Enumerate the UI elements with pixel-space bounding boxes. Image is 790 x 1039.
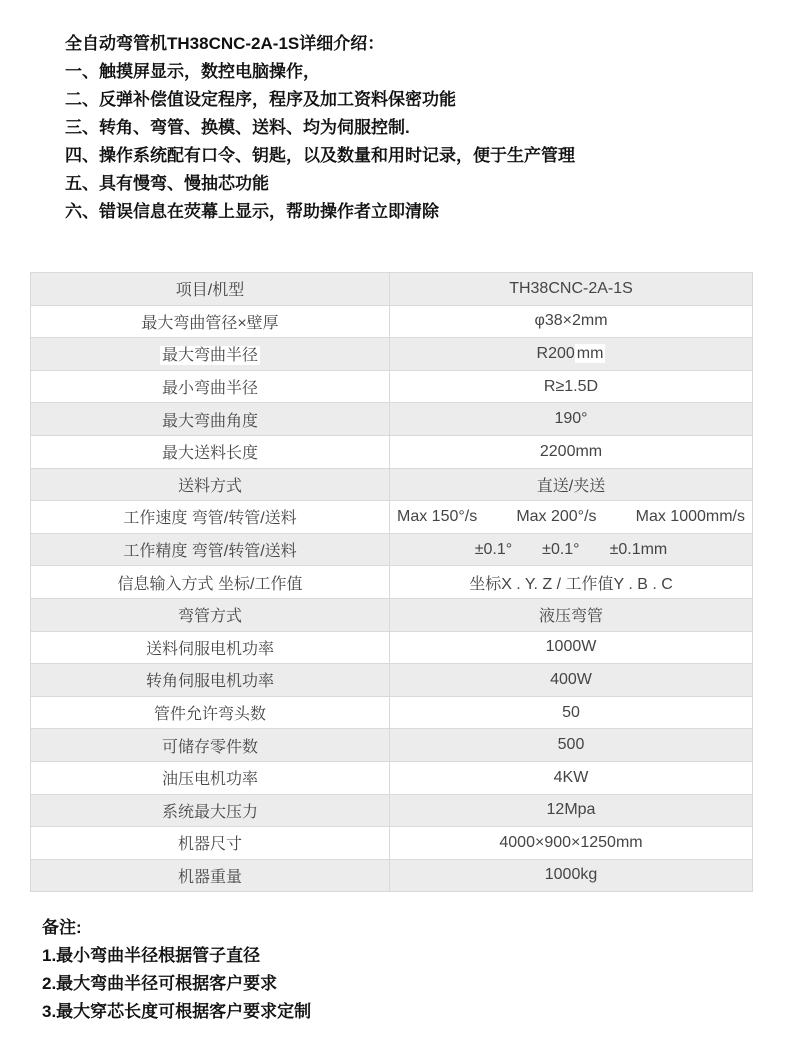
notes-section [42, 914, 752, 1026]
note-item: 2.最大弯曲半径可根据客户要求 [42, 974, 278, 993]
spec-value: R≥1.5D [390, 370, 753, 403]
table-row [31, 370, 753, 403]
highlighted-value: mm [576, 344, 604, 362]
spec-value: 190° [390, 403, 753, 436]
table-row-header [31, 273, 753, 306]
table-row [31, 468, 753, 501]
spec-value: 1000kg [390, 859, 753, 892]
spec-label: 油压电机功率 [31, 761, 390, 794]
table-row [31, 501, 753, 534]
table-row [31, 664, 753, 697]
spec-label: 最大弯曲管径×壁厚 [31, 305, 390, 338]
spec-value: 2200mm [390, 435, 753, 468]
spec-value [390, 533, 753, 566]
table-row [31, 338, 753, 371]
spec-label: 最大送料长度 [31, 435, 390, 468]
spec-label: 弯管方式 [31, 598, 390, 631]
intro-item: 五、具有慢弯、慢抽芯功能 [65, 174, 269, 193]
intro-item: 六、错误信息在荧幕上显示，帮助操作者立即清除 [65, 202, 439, 221]
intro-title: 全自动弯管机TH38CNC-2A-1S详细介绍： [65, 34, 385, 53]
table-row [31, 403, 753, 436]
spec-label: 最小弯曲半径 [31, 370, 390, 403]
spec-value: φ38×2mm [390, 305, 753, 338]
intro-item: 四、操作系统配有口令、钥匙，以及数量和用时记录，便于生产管理 [65, 146, 575, 165]
table-row [31, 566, 753, 599]
spec-label: 工作精度 弯管/转管/送料 [31, 533, 390, 566]
spec-value: 直送/夹送 [390, 468, 753, 501]
spec-label: 工作速度 弯管/转管/送料 [31, 501, 390, 534]
table-row [31, 435, 753, 468]
table-row [31, 729, 753, 762]
spec-value [390, 338, 753, 371]
spec-value: 12Mpa [390, 794, 753, 827]
spec-table [30, 272, 752, 892]
table-row [31, 859, 753, 892]
spec-value: 4KW [390, 761, 753, 794]
intro-item: 二、反弹补偿值设定程序，程序及加工资料保密功能 [65, 90, 456, 109]
spec-value [390, 501, 753, 534]
spec-label: 管件允许弯头数 [31, 696, 390, 729]
spec-value: 500 [390, 729, 753, 762]
spec-label: 项目/机型 [31, 273, 390, 306]
precision-value: ±0.1° [474, 540, 513, 558]
spec-label: 系统最大压力 [31, 794, 390, 827]
intro-item: 三、转角、弯管、换模、送料、均为伺服控制. [65, 118, 410, 137]
note-item: 3.最大穿芯长度可根据客户要求定制 [42, 1002, 312, 1021]
speed-value: Max 200°/s [516, 507, 597, 525]
value-text: R200 [536, 344, 575, 362]
table-row [31, 761, 753, 794]
table-row [31, 696, 753, 729]
spec-label: 送料方式 [31, 468, 390, 501]
table-row [31, 305, 753, 338]
spec-label: 机器尺寸 [31, 827, 390, 860]
spec-value: 液压弯管 [390, 598, 753, 631]
spec-value: 4000×900×1250mm [390, 827, 753, 860]
spec-label: 转角伺服电机功率 [31, 664, 390, 697]
spec-label: 可储存零件数 [31, 729, 390, 762]
spec-label: 最大弯曲角度 [31, 403, 390, 436]
spec-value: 坐标X . Y. Z / 工作值Y . B . C [390, 566, 753, 599]
note-item: 1.最小弯曲半径根据管子直径 [42, 946, 261, 965]
spec-value: 400W [390, 664, 753, 697]
table-row [31, 533, 753, 566]
table-row [31, 631, 753, 664]
table-row [31, 598, 753, 631]
spec-value: 50 [390, 696, 753, 729]
speed-value: Max 1000mm/s [635, 507, 745, 525]
precision-value: ±0.1° [542, 540, 580, 558]
spec-value: TH38CNC-2A-1S [390, 273, 753, 306]
highlighted-label: 最大弯曲半径 [161, 347, 258, 365]
precision-value: ±0.1mm [609, 540, 668, 558]
spec-label [31, 338, 390, 371]
speed-value: Max 150°/s [397, 507, 478, 525]
notes-title: 备注: [42, 918, 82, 937]
spec-label: 送料伺服电机功率 [31, 631, 390, 664]
table-row [31, 794, 753, 827]
intro-section [65, 30, 755, 226]
spec-value: 1000W [390, 631, 753, 664]
spec-label: 信息输入方式 坐标/工作值 [31, 566, 390, 599]
spec-label: 机器重量 [31, 859, 390, 892]
table-row [31, 827, 753, 860]
intro-item: 一、触摸屏显示，数控电脑操作， [65, 62, 320, 81]
